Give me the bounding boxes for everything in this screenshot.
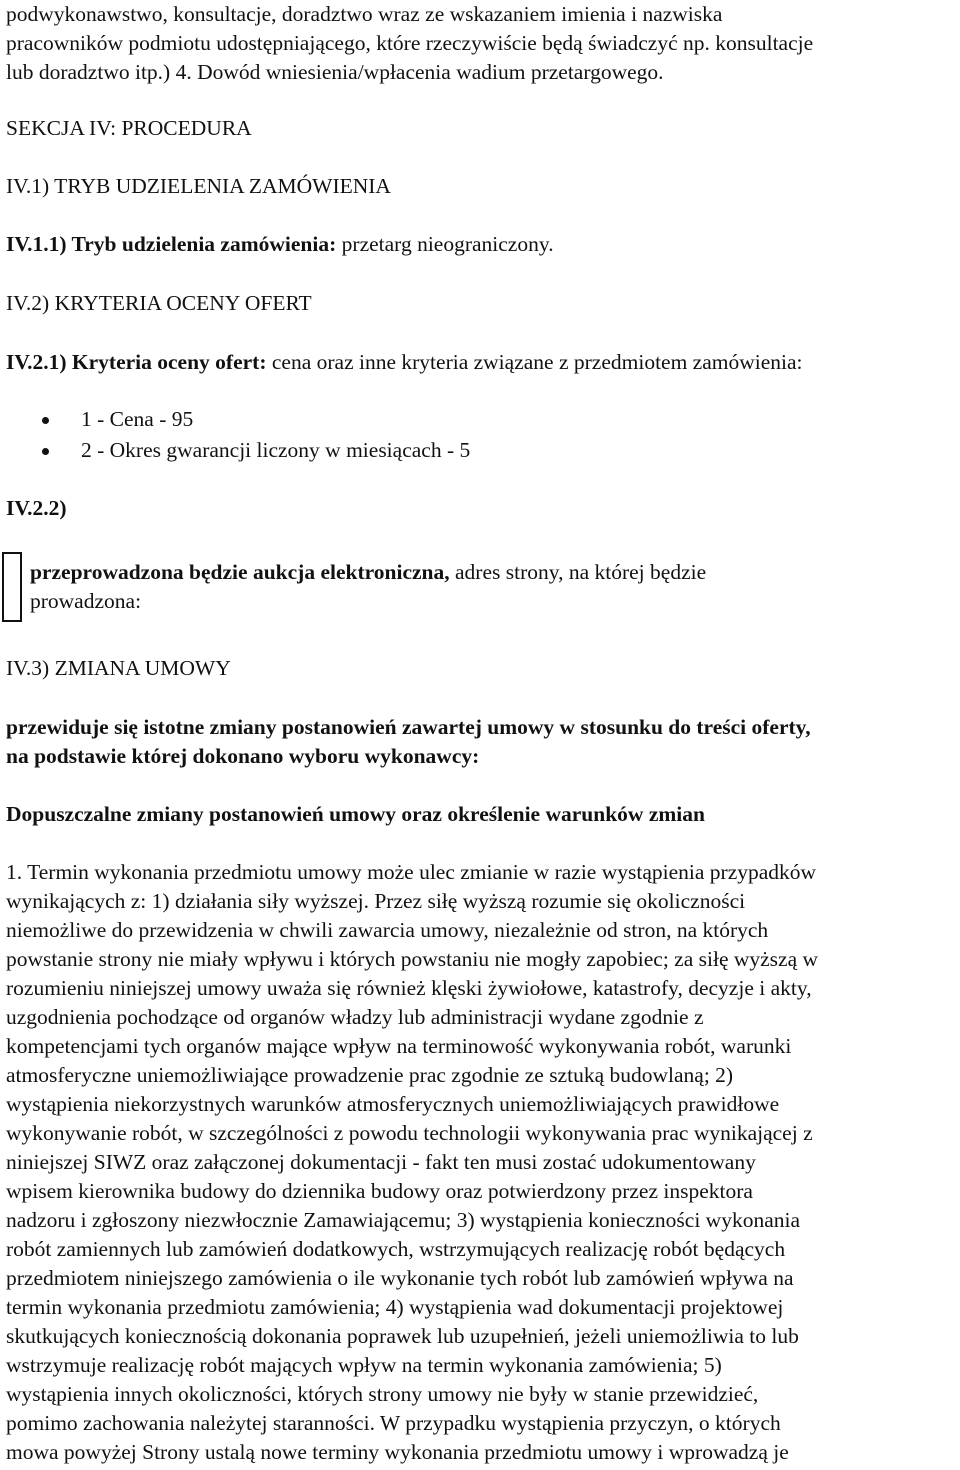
changes-body-line: wpisem kierownika budowy do dziennika budowy oraz potwierdzony przez inspektora xyxy=(6,1179,753,1203)
auction-value-line2: prowadzona: xyxy=(30,589,142,613)
bullet-icon xyxy=(42,417,49,424)
changes-body-line: wstrzymuje realizację robót mających wpływ na termin wykonania zamówienia; 5) xyxy=(6,1353,722,1377)
criteria-item xyxy=(6,435,470,466)
iv21-value: cena oraz inne kryteria związane z przedmiotem zamówienia: xyxy=(266,350,803,374)
changes-body-line: przedmiotem niniejszego zamówienia o ile wykonanie tych robót lub zamówień wpływa na xyxy=(6,1266,794,1290)
changes-body-line: wynikających z: 1) działania siły wyższej. Przez siłę wyższą rozumie się okoliczności xyxy=(6,889,746,913)
changes-body-line: powstanie strony nie miały wpływu i których powstaniu nie mogły zapobiec; za siłę wyższą w xyxy=(6,947,819,971)
changes-body-line: robót zamiennych lub zamówień dodatkowych, wstrzymujących realizację robót będących xyxy=(6,1237,786,1261)
changes-body-line: uzgodnienia pochodzące od organów władzy lub administracji wydane zgodnie z xyxy=(6,1005,704,1029)
changes-intro-line: na podstawie której dokonano wyboru wykonawcy: xyxy=(6,744,480,768)
changes-body xyxy=(6,858,956,1467)
section-iv-title: SEKCJA IV: PROCEDURA xyxy=(6,116,252,140)
auction-label: przeprowadzona będzie aukcja elektroniczna, xyxy=(30,560,450,584)
bullet-icon xyxy=(42,448,49,455)
changes-intro xyxy=(6,713,956,771)
changes-body-line: wykonywanie robót, w szczególności z powodu technologii wykonywania prac wynikającej z xyxy=(6,1121,813,1145)
iv11-procedure-type xyxy=(6,230,554,259)
intro-line: podwykonawstwo, konsultacje, doradztwo wraz ze wskazaniem imienia i nazwiska xyxy=(6,2,723,26)
auction-text xyxy=(30,558,930,616)
changes-body-line: 1. Termin wykonania przedmiotu umowy może ulec zmianie w razie wystąpienia przypadków xyxy=(6,860,817,884)
changes-body-line: pomimo zachowania należytej staranności. W przypadku wystąpienia przyczyn, o których xyxy=(6,1411,781,1435)
iv11-value: przetarg nieograniczony. xyxy=(336,232,554,256)
intro-line: pracowników podmiotu udostępniającego, które rzeczywiście będą świadczyć np. konsultacje xyxy=(6,31,814,55)
changes-body-line: atmosferyczne uniemożliwiające prowadzenie prac zgodnie ze sztuką budowlaną; 2) xyxy=(6,1063,734,1087)
changes-heading: Dopuszczalne zmiany postanowień umowy oraz określenie warunków zmian xyxy=(6,802,705,826)
auction-checkbox[interactable] xyxy=(2,552,22,622)
iv3-title: IV.3) ZMIANA UMOWY xyxy=(6,656,231,680)
intro-paragraph xyxy=(6,0,813,87)
iv11-label: IV.1.1) Tryb udzielenia zamówienia: xyxy=(6,232,337,256)
iv22-label: IV.2.2) xyxy=(6,496,67,520)
criteria-item-text: 2 - Okres gwarancji liczony w miesiącach - 5 xyxy=(81,438,471,462)
changes-body-line: mowa powyżej Strony ustalą nowe terminy wykonania przedmiotu umowy i wprowadzą je xyxy=(6,1440,789,1464)
changes-body-line: niniejszej SIWZ oraz załączonej dokumentacji - fakt ten musi zostać udokumentowany xyxy=(6,1150,756,1174)
changes-body-line: wystąpienia innych okoliczności, których strony umowy nie były w stanie przewidzieć, xyxy=(6,1382,759,1406)
changes-body-line: termin wykonania przedmiotu zamówienia; 4) wystąpienia wad dokumentacji projektowej xyxy=(6,1295,784,1319)
changes-intro-line: przewiduje się istotne zmiany postanowień zawartej umowy w stosunku do treści oferty, xyxy=(6,715,811,739)
changes-body-line: niemożliwe do przewidzenia w chwili zawarcia umowy, niezależnie od stron, na których xyxy=(6,918,769,942)
iv21-criteria xyxy=(6,348,803,377)
criteria-item xyxy=(6,404,470,435)
changes-body-line: nadzoru i zgłoszony niezwłocznie Zamawiającemu; 3) wystąpienia konieczności wykonania xyxy=(6,1208,801,1232)
changes-body-line: rozumieniu niniejszej umowy uważa się również klęski żywiołowe, katastrofy, decyzje i akty, xyxy=(6,976,812,1000)
changes-body-line: kompetencjami tych organów mające wpływ na terminowość wykonywania robót, warunki xyxy=(6,1034,792,1058)
changes-body-line: wystąpienia niekorzystnych warunków atmosferycznych uniemożliwiających prawidłowe xyxy=(6,1092,780,1116)
criteria-list xyxy=(6,404,470,466)
changes-body-line: skutkujących koniecznością dokonania poprawek lub uzupełnień, jeżeli uniemożliwia to lub xyxy=(6,1324,799,1348)
iv2-title: IV.2) KRYTERIA OCENY OFERT xyxy=(6,291,312,315)
auction-line xyxy=(30,558,930,587)
criteria-item-text: 1 - Cena - 95 xyxy=(81,407,194,431)
iv21-label: IV.2.1) Kryteria oceny ofert: xyxy=(6,350,267,374)
intro-line: lub doradztwo itp.) 4. Dowód wniesienia/wpłacenia wadium przetargowego. xyxy=(6,60,664,84)
auction-value: adres strony, na której będzie xyxy=(449,560,707,584)
iv1-title: IV.1) TRYB UDZIELENIA ZAMÓWIENIA xyxy=(6,174,391,198)
